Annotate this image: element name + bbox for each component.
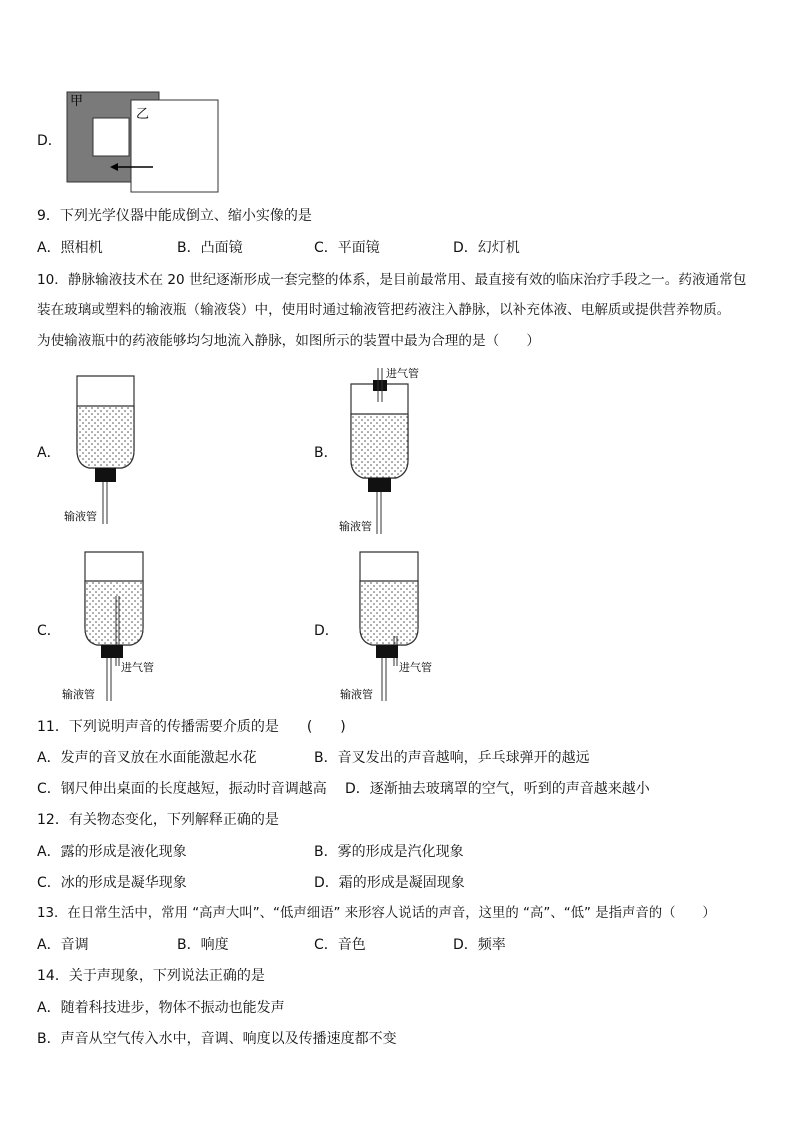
q12-stem: 12．有关物态变化，下列解释正确的是 xyxy=(37,812,279,828)
q10-option-c-label: C． xyxy=(37,623,61,639)
q8-option-d-figure xyxy=(60,88,226,198)
q9-option-c: C．平面镜 xyxy=(314,240,380,256)
q9-option-a: A．照相机 xyxy=(37,240,103,256)
q10-option-d-label: D． xyxy=(314,623,339,639)
q14-stem: 14．关于声现象，下列说法正确的是 xyxy=(37,968,265,984)
q11-option-c: C．钢尺伸出桌面的长度越短，振动时音调越高 xyxy=(37,781,327,797)
q12-option-d: D．霜的形成是凝固现象 xyxy=(314,875,465,891)
jia-label: 甲 xyxy=(70,94,84,109)
yi-label: 乙 xyxy=(136,107,150,122)
q12-option-a: A．露的形成是液化现象 xyxy=(37,844,187,860)
q9-option-b: B．凸面镜 xyxy=(177,240,243,256)
q11-option-b: B．音叉发出的声音越响，乒乓球弹开的越远 xyxy=(314,750,590,766)
q10-b-air-label: 进气管 xyxy=(386,367,419,380)
q10-option-a-figure xyxy=(60,370,160,530)
q10-option-d-figure xyxy=(336,548,456,704)
q10-c-tube-label: 输液管 xyxy=(62,688,95,701)
q10-d-air-label: 进气管 xyxy=(399,661,432,674)
q13-option-c: C．音色 xyxy=(314,937,366,953)
q13-option-d: D．频率 xyxy=(453,937,506,953)
q14-option-b: B．声音从空气传入水中，音调、响度以及传播速度都不变 xyxy=(37,1031,397,1047)
q8-option-d-label: D． xyxy=(37,133,62,149)
q11-stem: 11．下列说明声音的传播需要介质的是 ( ) xyxy=(37,719,346,735)
q10-stem-line2: 装在玻璃或塑料的输液瓶（输液袋）中，使用时通过输液管把药液注入静脉，以补充体液、电解质或提供营养物质。 xyxy=(37,302,731,318)
q10-c-air-label: 进气管 xyxy=(121,661,154,674)
q10-a-tube-label: 输液管 xyxy=(64,510,97,523)
q9-stem: 9．下列光学仪器中能成倒立、缩小实像的是 xyxy=(37,208,312,224)
q10-option-b-figure xyxy=(336,364,446,536)
q10-d-tube-label: 输液管 xyxy=(340,688,373,701)
q10-stem-line1: 10．静脉输液技术在 20 世纪逐渐形成一套完整的体系，是目前最常用、最直接有效的临床治疗手段之一。药液通常包 xyxy=(37,272,747,288)
q13-stem: 13．在日常生活中，常用 “高声大叫”、“低声细语” 来形容人说话的声音，这里的 “高”、“低” 是指声音的（ ） xyxy=(37,906,716,921)
jia-hole xyxy=(93,118,129,156)
q14-option-a: A．随着科技进步，物体不振动也能发声 xyxy=(37,1000,285,1016)
q10-stem-line3: 为使输液瓶中的药液能够均匀地流入静脉，如图所示的装置中最为合理的是（ ） xyxy=(37,333,540,349)
q11-option-a: A．发声的音叉放在水面能激起水花 xyxy=(37,750,257,766)
q10-b-tube-label: 输液管 xyxy=(339,520,372,533)
q13-option-a: A．音调 xyxy=(37,937,89,953)
q11-option-d: D．逐渐抽去玻璃罩的空气，听到的声音越来越小 xyxy=(345,781,650,797)
q10-option-b-label: B． xyxy=(314,445,338,461)
q12-option-b: B．雾的形成是汽化现象 xyxy=(314,844,464,860)
q12-option-c: C．冰的形成是凝华现象 xyxy=(37,875,187,891)
q9-option-d: D．幻灯机 xyxy=(453,240,520,256)
q10-option-a-label: A． xyxy=(37,445,61,461)
q13-option-b: B．响度 xyxy=(177,937,229,953)
q10-option-c-figure xyxy=(58,548,178,704)
